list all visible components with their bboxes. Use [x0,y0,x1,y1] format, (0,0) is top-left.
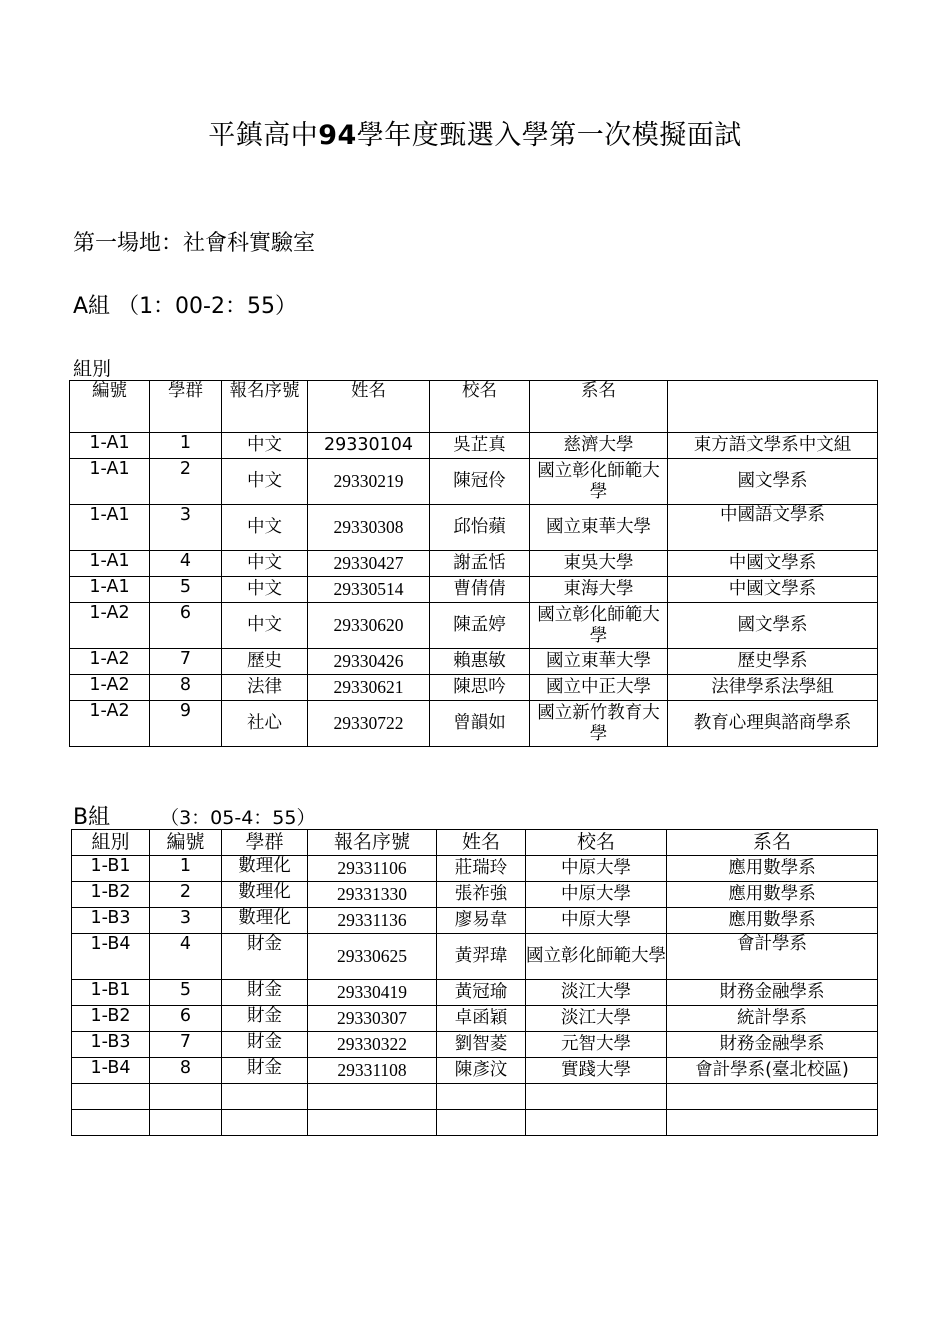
empty-cell [150,1084,222,1110]
column-header: 編號 [150,830,222,856]
column-header [668,381,878,433]
table-row [70,551,878,577]
table-cell: 中文 [222,505,308,551]
empty-cell [526,1084,667,1110]
table-cell: 財金 [222,1058,308,1084]
group-a-heading [73,289,297,320]
table-cell: 29330625 [308,934,437,980]
table-cell: 29330427 [308,551,430,577]
column-header: 系名 [667,830,878,856]
group-a-caption: 組別 [73,358,112,380]
table-cell: 1-B4 [72,934,150,980]
table-cell: 財金 [222,934,308,980]
table-cell: 實踐大學 [526,1058,667,1084]
table-cell: 國立中正大學 [530,675,668,701]
table-cell: 會計學系 [667,934,878,980]
empty-cell [72,1084,150,1110]
group-b-label: B組 [73,805,111,830]
group-b-table [71,829,878,1136]
table-cell: 中原大學 [526,856,667,882]
table-cell: 陳彥汶 [437,1058,526,1084]
column-header: 系名 [530,381,668,433]
table-cell: 邱怡蘋 [430,505,530,551]
table-cell: 社心 [222,701,308,747]
table-row [72,1058,878,1084]
table-cell: 國立彰化師範大學 [530,459,668,505]
table-row [70,701,878,747]
empty-cell [667,1110,878,1136]
table-cell: 賴惠敏 [430,649,530,675]
table-cell: 陳冠伶 [430,459,530,505]
table-cell: 法律 [222,675,308,701]
table-cell: 7 [150,649,222,675]
table-cell: 3 [150,908,222,934]
table-row [72,908,878,934]
table-cell: 1-A1 [70,505,150,551]
table-row [70,649,878,675]
table-cell: 29330621 [308,675,430,701]
table-cell: 29330426 [308,649,430,675]
table-cell: 國立新竹教育大學 [530,701,668,747]
empty-row [72,1110,878,1136]
column-header: 校名 [526,830,667,856]
empty-cell [308,1110,437,1136]
table-cell: 數理化 [222,856,308,882]
table-cell: 1-B3 [72,908,150,934]
table-row [70,675,878,701]
title-prefix: 平鎮高中 [208,120,319,151]
table-cell: 1 [150,856,222,882]
table-cell: 中國語文學系 [668,505,878,551]
table-cell: 淡江大學 [526,980,667,1006]
column-header: 姓名 [308,381,430,433]
table-cell: 應用數學系 [667,882,878,908]
table-cell: 6 [150,603,222,649]
table-cell: 6 [150,1006,222,1032]
table-cell: 29330219 [308,459,430,505]
table-cell: 東方語文學系中文組 [668,433,878,459]
table-cell: 吳芷真 [430,433,530,459]
title-suffix: 學年度甄選入學第一次模擬面試 [356,120,742,151]
empty-cell [150,1110,222,1136]
table-cell: 數理化 [222,882,308,908]
table-cell: 中原大學 [526,908,667,934]
table-cell: 3 [150,505,222,551]
table-cell: 曹倩倩 [430,577,530,603]
table-cell: 國文學系 [668,603,878,649]
table-cell: 1-A2 [70,649,150,675]
table-cell: 1-B2 [72,882,150,908]
table-cell: 29331108 [308,1058,437,1084]
table-cell: 1-B2 [72,1006,150,1032]
table-cell: 1-A1 [70,433,150,459]
table-cell: 陳孟婷 [430,603,530,649]
table-cell: 歷史學系 [668,649,878,675]
table-cell: 中文 [222,459,308,505]
table-cell: 1-A1 [70,577,150,603]
page-title [0,113,950,152]
table-cell: 2 [150,459,222,505]
table-cell: 中國文學系 [668,577,878,603]
column-header: 學群 [150,381,222,433]
table-cell: 1-A2 [70,603,150,649]
table-cell: 8 [150,675,222,701]
title-year: 94 [318,120,357,151]
table-row [70,459,878,505]
column-header: 組別 [72,830,150,856]
table-row [72,980,878,1006]
table-cell: 應用數學系 [667,856,878,882]
table-cell: 國文學系 [668,459,878,505]
empty-cell [222,1084,308,1110]
table-cell: 慈濟大學 [530,433,668,459]
table-cell: 4 [150,551,222,577]
table-cell: 財務金融學系 [667,1032,878,1058]
table-cell: 中文 [222,577,308,603]
table-cell: 29330722 [308,701,430,747]
table-cell: 29331136 [308,908,437,934]
table-cell: 1 [150,433,222,459]
table-cell: 財金 [222,980,308,1006]
table-cell: 5 [150,980,222,1006]
table-cell: 歷史 [222,649,308,675]
table-cell: 國立東華大學 [530,505,668,551]
table-cell: 卓函穎 [437,1006,526,1032]
group-a-table [69,380,878,747]
table-cell: 1-B1 [72,856,150,882]
table-cell: 張祚強 [437,882,526,908]
table-cell: 統計學系 [667,1006,878,1032]
table-cell: 國立彰化師範大學 [526,934,667,980]
table-row [72,856,878,882]
empty-cell [667,1084,878,1110]
table-row [70,577,878,603]
table-row [72,1006,878,1032]
table-cell: 元智大學 [526,1032,667,1058]
table-cell: 1-A2 [70,675,150,701]
table-cell: 東吳大學 [530,551,668,577]
table-cell: 29330307 [308,1006,437,1032]
table-cell: 1-B3 [72,1032,150,1058]
table-cell: 中文 [222,551,308,577]
table-cell: 29330514 [308,577,430,603]
table-cell: 國立彰化師範大學 [530,603,668,649]
table-cell: 中文 [222,603,308,649]
table-cell: 東海大學 [530,577,668,603]
table-cell: 1-B4 [72,1058,150,1084]
table-cell: 淡江大學 [526,1006,667,1032]
table-cell: 會計學系(臺北校區) [667,1058,878,1084]
empty-row [72,1084,878,1110]
table-cell: 中文 [222,433,308,459]
table-cell: 9 [150,701,222,747]
table-cell: 29330620 [308,603,430,649]
table-cell: 29331106 [308,856,437,882]
table-row [72,882,878,908]
table-cell: 陳思吟 [430,675,530,701]
group-a-time: （1：00-2：55） [117,294,297,319]
table-cell: 7 [150,1032,222,1058]
table-cell: 莊瑞玲 [437,856,526,882]
table-cell: 財務金融學系 [667,980,878,1006]
table-cell: 1-A2 [70,701,150,747]
table-row [72,934,878,980]
table-header-row [72,830,878,856]
table-cell: 29330104 [308,433,430,459]
column-header: 編號 [70,381,150,433]
table-cell: 財金 [222,1006,308,1032]
column-header: 姓名 [437,830,526,856]
table-cell: 財金 [222,1032,308,1058]
table-cell: 29330419 [308,980,437,1006]
table-cell: 5 [150,577,222,603]
column-header: 報名序號 [308,830,437,856]
table-cell: 數理化 [222,908,308,934]
table-cell: 國立東華大學 [530,649,668,675]
table-cell: 1-A1 [70,551,150,577]
table-cell: 黃冠瑜 [437,980,526,1006]
table-cell: 29330308 [308,505,430,551]
table-cell: 1-A1 [70,459,150,505]
column-header: 校名 [430,381,530,433]
column-header: 學群 [222,830,308,856]
table-cell: 廖易韋 [437,908,526,934]
empty-cell [437,1084,526,1110]
table-cell: 黃羿瑋 [437,934,526,980]
empty-cell [72,1110,150,1136]
table-cell: 1-B1 [72,980,150,1006]
empty-cell [222,1110,308,1136]
table-cell: 謝孟恬 [430,551,530,577]
table-cell: 2 [150,882,222,908]
group-a-label: A組 [73,294,111,319]
table-row [70,433,878,459]
column-header: 報名序號 [222,381,308,433]
table-cell: 4 [150,934,222,980]
table-row [70,603,878,649]
table-cell: 29330322 [308,1032,437,1058]
table-row [70,505,878,551]
empty-cell [308,1084,437,1110]
table-cell: 教育心理與諮商學系 [668,701,878,747]
table-header-row [70,381,878,433]
table-cell: 中國文學系 [668,551,878,577]
table-cell: 應用數學系 [667,908,878,934]
table-cell: 曾韻如 [430,701,530,747]
venue-label: 第一場地：社會科實驗室 [73,231,316,256]
table-cell: 劉智菱 [437,1032,526,1058]
table-cell: 中原大學 [526,882,667,908]
table-cell: 8 [150,1058,222,1084]
empty-cell [526,1110,667,1136]
group-b-time: （3：05-4：55） [160,807,316,829]
table-cell: 29331330 [308,882,437,908]
empty-cell [437,1110,526,1136]
group-b-heading [73,800,315,831]
table-row [72,1032,878,1058]
table-cell: 法律學系法學組 [668,675,878,701]
